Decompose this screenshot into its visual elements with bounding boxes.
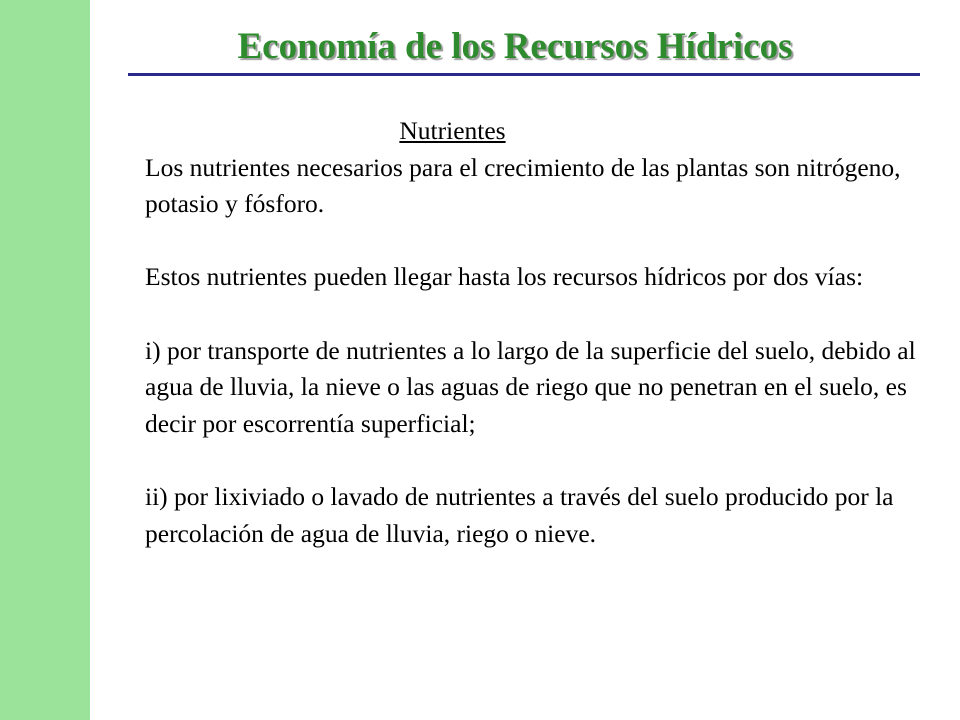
title-underline-rule (128, 73, 920, 76)
paragraph-gap (145, 442, 925, 479)
slide-body (145, 113, 925, 552)
slide-title: Economía de los Recursos Hídricos (237, 26, 793, 67)
paragraph-intro: Los nutrientes necesarios para el crecimiento de las plantas son nitrógeno, potasio y fósforo. (145, 152, 901, 219)
section-heading: Nutrientes (399, 116, 506, 145)
side-accent-bar (0, 0, 90, 720)
paragraph-gap (145, 296, 925, 333)
paragraph-leaching: ii) por lixiviado o lavado de nutrientes a través del suelo producido por la percolación de agua de lluvia, riego o nieve. (145, 481, 894, 548)
paragraph-runoff: i) por transporte de nutrientes a lo largo de la superficie del suelo, debido al agua de lluvia, la nieve o las aguas de riego que no penetran en el suelo, es decir por escorrentía superficial; (145, 335, 916, 438)
paragraph-gap (145, 223, 925, 260)
paragraph-pathways: Estos nutrientes pueden llegar hasta los recursos hídricos por dos vías: (145, 262, 864, 292)
